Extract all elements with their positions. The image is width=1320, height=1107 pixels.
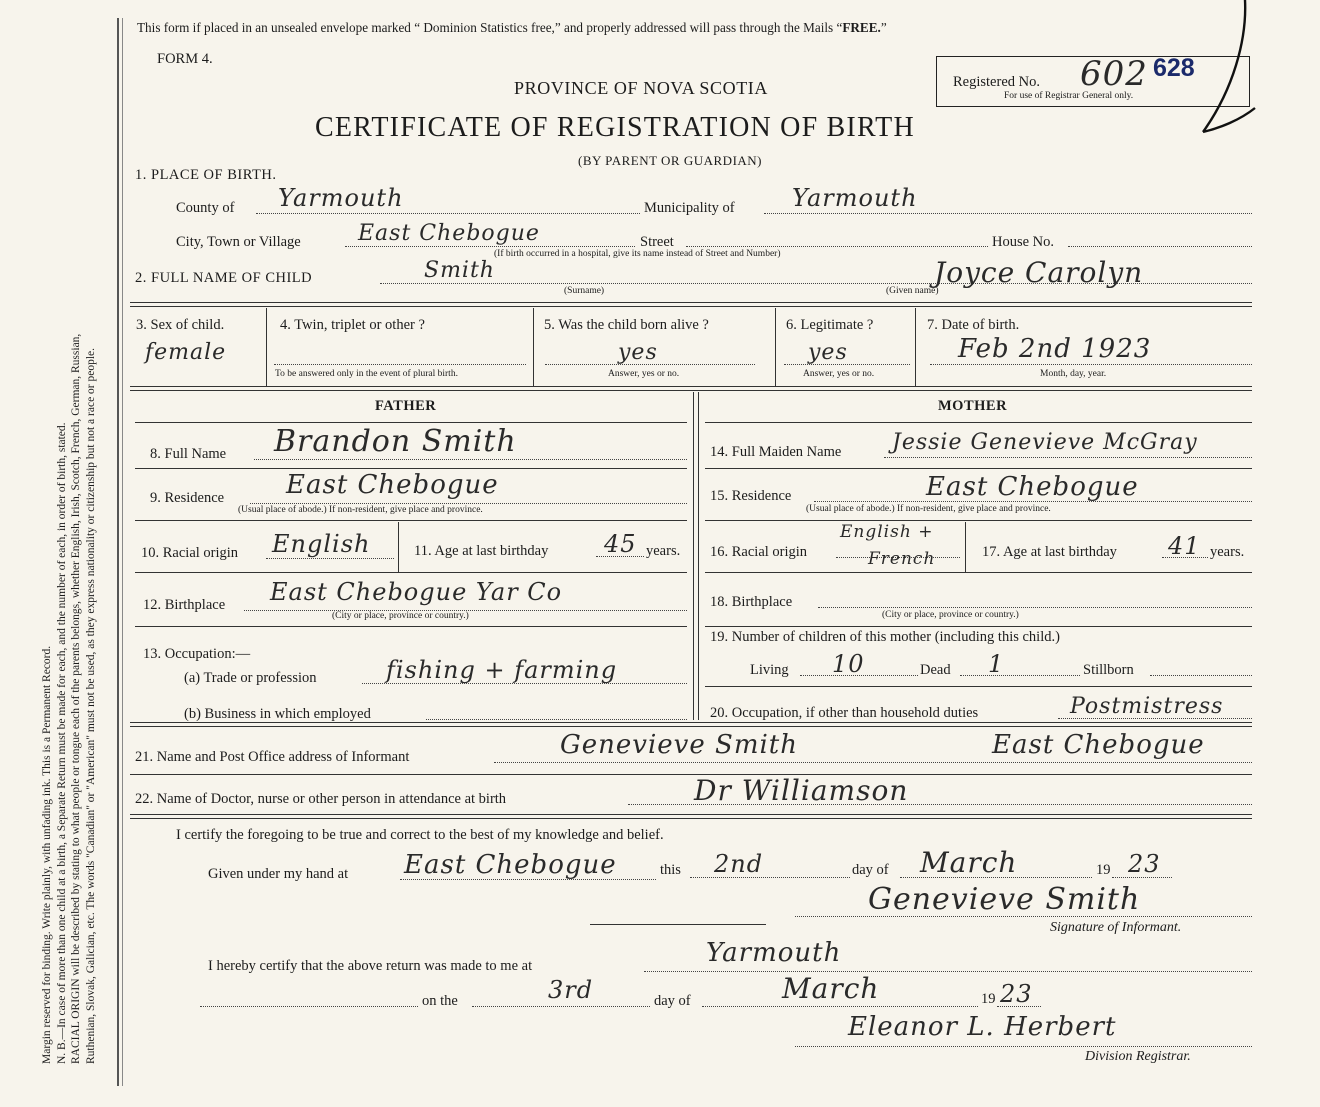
rule xyxy=(705,422,1252,423)
column-rule xyxy=(533,308,534,386)
province-heading: PROVINCE OF NOVA SCOTIA xyxy=(514,78,769,98)
mother-name-value: Jessie Genevieve McGray xyxy=(892,430,1198,455)
rule xyxy=(135,626,687,627)
margin-note: RACIAL ORIGIN will be described by stating to what people or tongue each of the parents belongs, whether English, Irish, Scotch, French, German, Russian, xyxy=(70,333,82,1064)
father-trade-value: fishing + farming xyxy=(386,656,618,684)
dead-label: Dead xyxy=(920,662,951,678)
father-name-value: Brandon Smith xyxy=(274,424,517,459)
given-month-value: March xyxy=(920,846,1018,879)
registrar-day-line xyxy=(472,1006,650,1007)
registered-no-stamp: 628 xyxy=(1153,54,1195,82)
municipality-value: Yarmouth xyxy=(792,184,918,212)
registrar-place-line xyxy=(644,971,1252,972)
registrar-year-prefix: 19 xyxy=(981,991,996,1007)
born-alive-label: 5. Was the child born alive ? xyxy=(544,317,709,333)
mother-residence-value: East Chebogue xyxy=(926,472,1139,502)
registered-no-handwritten: 602 xyxy=(1080,54,1148,94)
father-race-value: English xyxy=(272,530,371,558)
column-rule xyxy=(398,522,399,572)
mother-race-label: 16. Racial origin xyxy=(710,544,808,560)
children-count-label: 19. Number of children of this mother (including this child.) xyxy=(710,629,1060,645)
street-label: Street xyxy=(640,234,674,250)
rule xyxy=(130,814,1252,815)
father-trade-label: (a) Trade or profession xyxy=(184,670,317,686)
mother-birthplace-line xyxy=(818,607,1252,608)
father-birthplace-value: East Chebogue Yar Co xyxy=(270,578,563,606)
mother-heading: MOTHER xyxy=(938,398,1008,414)
rule xyxy=(130,774,1252,775)
mother-birthplace-label: 18. Birthplace xyxy=(710,594,793,610)
dob-note: Month, day, year. xyxy=(1040,369,1107,379)
margin-note: Margin reserved for binding. Write plainly, with unfading ink. This is a Permanent Record. xyxy=(41,645,53,1064)
father-years-label: years. xyxy=(646,543,681,559)
registrar-month-line xyxy=(702,1006,978,1007)
living-value: 10 xyxy=(832,650,865,678)
this-label: this xyxy=(660,862,681,878)
given-place-value: East Chebogue xyxy=(404,850,617,880)
margin-rule xyxy=(122,18,123,1086)
father-race-line xyxy=(266,558,394,559)
informant-label: 21. Name and Post Office address of Informant xyxy=(135,749,410,765)
legitimate-label: 6. Legitimate ? xyxy=(786,317,874,333)
dead-value: 1 xyxy=(988,650,1005,678)
father-name-label: 8. Full Name xyxy=(150,446,227,462)
rule xyxy=(705,626,1252,627)
margin-note: Ruthenian, Slovak, Galician, etc. The words "Canadian" or "American" must not be used, as they express nationality or citizenship but not a race or people. xyxy=(84,347,97,1064)
registrar-day-value: 3rd xyxy=(548,976,594,1004)
father-age-label: 11. Age at last birthday xyxy=(414,543,549,559)
dob-line xyxy=(930,364,1252,365)
registrar-place-value: Yarmouth xyxy=(706,938,842,968)
county-line xyxy=(256,213,640,214)
child-surname: Smith xyxy=(424,258,495,283)
rule xyxy=(705,520,1252,521)
father-residence-label: 9. Residence xyxy=(150,490,225,506)
certificate-subtitle: (BY PARENT OR GUARDIAN) xyxy=(578,153,763,168)
house-no-line xyxy=(1068,246,1252,247)
child-name-label: 2. FULL NAME OF CHILD xyxy=(135,270,313,286)
stillborn-label: Stillborn xyxy=(1083,662,1134,678)
column-rule xyxy=(693,392,694,720)
twin-note: To be answered only in the event of plural birth. xyxy=(275,369,458,379)
mother-race-value: English + xyxy=(840,522,934,542)
certification-statement: I certify the foregoing to be true and correct to the best of my knowledge and belief. xyxy=(176,827,664,843)
rule xyxy=(135,572,687,573)
check-mark xyxy=(1195,0,1265,140)
rule xyxy=(590,924,766,925)
municipality-label: Municipality of xyxy=(644,200,735,216)
column-rule xyxy=(965,522,966,572)
registrar-signature-line xyxy=(795,1046,1252,1047)
mail-note: This form if placed in an unsealed envelope marked “ Dominion Statistics free,” and properly addressed will pass through the Mails “FREE.” xyxy=(137,20,887,35)
place-of-birth-heading: 1. PLACE OF BIRTH. xyxy=(135,167,277,183)
city-label: City, Town or Village xyxy=(176,234,301,250)
mother-occupation-label: 20. Occupation, if other than household duties xyxy=(710,705,979,721)
legitimate-note: Answer, yes or no. xyxy=(803,369,875,379)
dob-value: Feb 2nd 1923 xyxy=(958,334,1152,364)
city-value: East Chebogue xyxy=(358,221,540,246)
rule xyxy=(705,686,1252,687)
on-the-label: on the xyxy=(422,993,458,1009)
born-alive-note: Answer, yes or no. xyxy=(608,369,680,379)
doctor-label: 22. Name of Doctor, nurse or other person in attendance at birth xyxy=(135,791,507,807)
registrar-statement: I hereby certify that the above return was made to me at xyxy=(208,958,533,974)
rule xyxy=(130,386,1252,387)
mother-occupation-value: Postmistress xyxy=(1070,694,1224,719)
margin-note: N. B.—In case of more than one child at a birth, a Separate Return must be made for each, and the number of each, in order of birth, stated. xyxy=(55,422,68,1064)
mother-age-label: 17. Age at last birthday xyxy=(982,544,1117,560)
father-age-value: 45 xyxy=(604,530,637,558)
registrar-month-value: March xyxy=(782,972,880,1005)
father-occupation-label: 13. Occupation:— xyxy=(143,646,251,662)
father-business-line xyxy=(426,719,687,720)
day-of-label: day of xyxy=(852,862,889,878)
registrar-signature-caption: Division Registrar. xyxy=(1085,1049,1191,1064)
rule xyxy=(130,390,1252,391)
father-residence-line xyxy=(250,503,687,504)
given-year-value: 23 xyxy=(1128,850,1161,878)
legitimate-value: yes xyxy=(808,340,848,365)
street-line xyxy=(686,246,988,247)
mother-race-value-2: French xyxy=(868,549,936,569)
column-rule xyxy=(266,308,267,386)
twin-label: 4. Twin, triplet or other ? xyxy=(280,317,425,333)
rule xyxy=(130,818,1252,819)
house-no-label: House No. xyxy=(992,234,1055,250)
rule xyxy=(135,520,687,521)
mother-name-line xyxy=(884,457,1252,458)
rule xyxy=(130,726,1252,727)
father-heading: FATHER xyxy=(375,398,437,414)
living-label: Living xyxy=(750,662,789,678)
registrar-day-of-label: day of xyxy=(654,993,691,1009)
given-day-value: 2nd xyxy=(714,850,764,878)
dob-label: 7. Date of birth. xyxy=(927,317,1020,333)
born-alive-value: yes xyxy=(618,340,658,365)
rule xyxy=(705,468,1252,469)
certificate-title: CERTIFICATE OF REGISTRATION OF BIRTH xyxy=(315,112,915,143)
rule xyxy=(705,572,1252,573)
rule xyxy=(130,306,1252,307)
year-prefix: 19 xyxy=(1096,862,1111,878)
father-birthplace-label: 12. Birthplace xyxy=(143,597,226,613)
municipality-line xyxy=(764,213,1252,214)
stillborn-line xyxy=(1150,675,1252,676)
column-rule xyxy=(698,392,699,720)
mother-residence-note: (Usual place of abode.) If non-resident, give place and province. xyxy=(806,504,1051,514)
father-residence-value: East Chebogue xyxy=(286,470,499,500)
registered-no-label: Registered No. xyxy=(953,74,1040,90)
informant-line xyxy=(494,762,1252,763)
dead-line xyxy=(960,675,1080,676)
column-rule xyxy=(915,308,916,386)
county-label: County of xyxy=(176,200,235,216)
child-given-name: Joyce Carolyn xyxy=(934,256,1144,289)
registrar-general-note: For use of Registrar General only. xyxy=(1004,91,1134,101)
mother-years-label: years. xyxy=(1210,544,1245,560)
county-value: Yarmouth xyxy=(278,184,404,212)
father-business-label: (b) Business in which employed xyxy=(184,706,371,722)
registrar-signature: Eleanor L. Herbert xyxy=(848,1012,1117,1042)
form-number: FORM 4. xyxy=(157,51,213,67)
hospital-note: (If birth occurred in a hospital, give its name instead of Street and Number) xyxy=(494,249,781,259)
father-birthplace-note: (City or place, province or country.) xyxy=(332,611,469,621)
father-name-line xyxy=(254,459,687,460)
rule xyxy=(130,722,1252,723)
informant-address: East Chebogue xyxy=(992,730,1205,760)
surname-caption: (Surname) xyxy=(564,286,605,296)
city-line xyxy=(345,246,635,247)
sex-value: female xyxy=(145,340,227,365)
informant-signature-caption: Signature of Informant. xyxy=(1050,920,1182,935)
mother-birthplace-note: (City or place, province or country.) xyxy=(882,610,1019,620)
given-name-caption: (Given name) xyxy=(886,286,939,296)
mother-residence-label: 15. Residence xyxy=(710,488,792,504)
column-rule xyxy=(775,308,776,386)
twin-line xyxy=(274,364,526,365)
doctor-name: Dr Williamson xyxy=(694,774,909,807)
father-race-label: 10. Racial origin xyxy=(141,545,239,561)
margin-instructions xyxy=(40,4,98,1064)
mother-name-label: 14. Full Maiden Name xyxy=(710,444,842,460)
mother-age-value: 41 xyxy=(1168,532,1201,560)
given-under-label: Given under my hand at xyxy=(208,866,349,882)
registrar-place-line-2 xyxy=(200,1006,418,1007)
registrar-year-value: 23 xyxy=(1000,980,1033,1008)
sex-label: 3. Sex of child. xyxy=(136,317,225,333)
informant-name: Genevieve Smith xyxy=(560,730,798,760)
rule xyxy=(130,302,1252,303)
margin-rule xyxy=(117,18,119,1086)
informant-signature: Genevieve Smith xyxy=(868,882,1141,917)
father-residence-note: (Usual place of abode.) If non-resident, give place and province. xyxy=(238,505,483,515)
